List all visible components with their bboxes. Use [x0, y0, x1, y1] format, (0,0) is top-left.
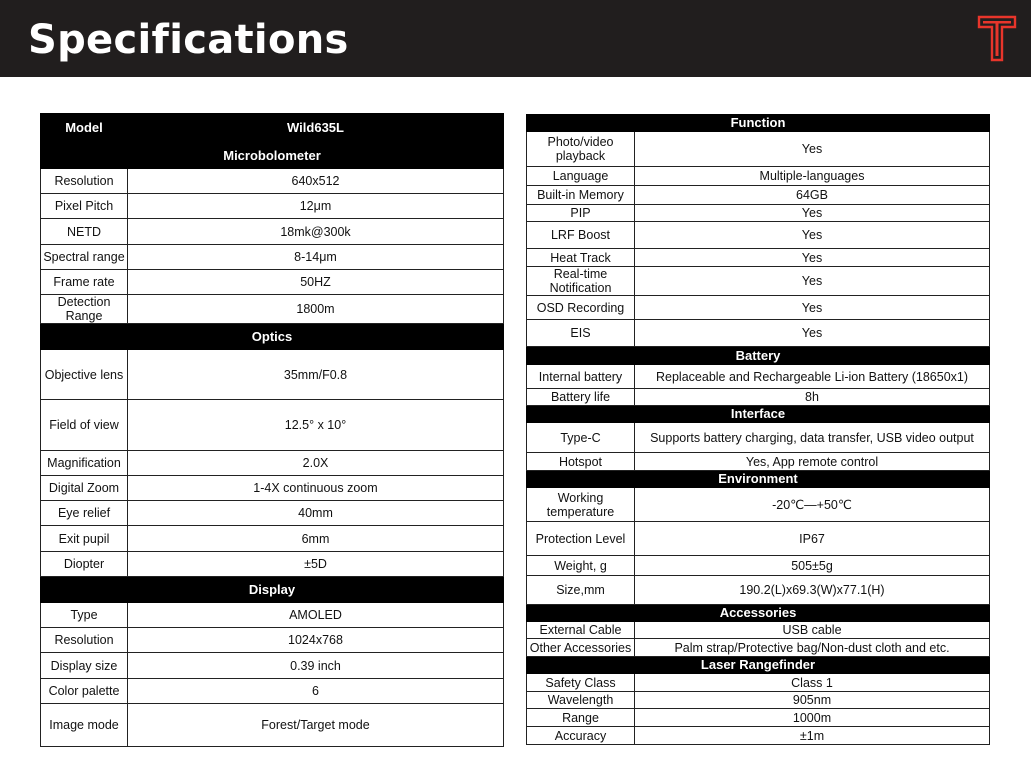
spec-value: Yes: [635, 320, 990, 347]
spec-label: Pixel Pitch: [41, 194, 128, 219]
section-header-display: [41, 577, 504, 603]
spec-label: Photo/video playback: [527, 132, 635, 167]
spec-row-battery-life: [527, 389, 990, 406]
section-label: Function: [527, 115, 990, 132]
spec-row-safety-class: [527, 674, 990, 692]
spec-value: AMOLED: [128, 603, 504, 628]
spec-value: 190.2(L)x69.3(W)x77.1(H): [635, 576, 990, 605]
spec-row-working-temperature: [527, 488, 990, 522]
spec-label: Digital Zoom: [41, 476, 128, 501]
spec-row-lrf-boost: [527, 222, 990, 249]
spec-value: 2.0X: [128, 451, 504, 476]
spec-label: Hotspot: [527, 453, 635, 471]
spec-label: Weight, g: [527, 556, 635, 576]
spec-row-display-size: [41, 653, 504, 679]
spec-label: Internal battery: [527, 365, 635, 389]
spec-row-real-time-notification: [527, 267, 990, 296]
section-label: Environment: [527, 471, 990, 488]
section-label: Accessories: [527, 605, 990, 622]
spec-label: Frame rate: [41, 270, 128, 295]
right-spec-table: [526, 114, 990, 745]
spec-label: Safety Class: [527, 674, 635, 692]
section-label: Interface: [527, 406, 990, 423]
spec-row-type: [41, 603, 504, 628]
spec-row-magnification: [41, 451, 504, 476]
section-header-battery: [527, 347, 990, 365]
spec-value: Class 1: [635, 674, 990, 692]
spec-value: IP67: [635, 522, 990, 556]
section-label: Display: [41, 577, 504, 603]
spec-value: ±1m: [635, 727, 990, 745]
spec-row-range: [527, 709, 990, 727]
spec-row-image-mode: [41, 704, 504, 747]
spec-row-detection-range: [41, 295, 504, 324]
spec-value: 6: [128, 679, 504, 704]
left-spec-table: [40, 113, 504, 747]
spec-value: Yes: [635, 132, 990, 167]
spec-value: Yes: [635, 249, 990, 267]
page-title: Specifications: [28, 17, 349, 63]
spec-value: Forest/Target mode: [128, 704, 504, 747]
spec-value: 12μm: [128, 194, 504, 219]
spec-value: Yes: [635, 296, 990, 320]
spec-value: 6mm: [128, 526, 504, 552]
section-label: Battery: [527, 347, 990, 365]
spec-row-resolution: [41, 628, 504, 653]
spec-value: 1024x768: [128, 628, 504, 653]
spec-label: Other Accessories: [527, 639, 635, 657]
section-value: Wild635L: [128, 114, 504, 143]
spec-label: Field of view: [41, 400, 128, 451]
spec-row-eis: [527, 320, 990, 347]
spec-value: -20℃—+50℃: [635, 488, 990, 522]
spec-value: 64GB: [635, 186, 990, 205]
spec-label: Range: [527, 709, 635, 727]
spec-label: Image mode: [41, 704, 128, 747]
spec-row-frame-rate: [41, 270, 504, 295]
spec-label: Diopter: [41, 552, 128, 577]
spec-label: Resolution: [41, 628, 128, 653]
spec-value: Replaceable and Rechargeable Li-ion Battery (18650x1): [635, 365, 990, 389]
brand-logo: [977, 14, 1017, 62]
spec-value: Yes: [635, 222, 990, 249]
spec-value: Supports battery charging, data transfer, USB video output: [635, 423, 990, 453]
spec-label: Color palette: [41, 679, 128, 704]
spec-row-digital-zoom: [41, 476, 504, 501]
section-header-microbolometer: [41, 143, 504, 169]
section-label: Laser Rangefinder: [527, 657, 990, 674]
spec-value: Multiple-languages: [635, 167, 990, 186]
spec-label: NETD: [41, 219, 128, 245]
spec-label: EIS: [527, 320, 635, 347]
section-header-accessories: [527, 605, 990, 622]
spec-row-built-in-memory: [527, 186, 990, 205]
spec-row-resolution: [41, 169, 504, 194]
spec-row-pip: [527, 205, 990, 222]
spec-value: 18mk@300k: [128, 219, 504, 245]
spec-label: Protection Level: [527, 522, 635, 556]
spec-row-type-c: [527, 423, 990, 453]
spec-row-internal-battery: [527, 365, 990, 389]
section-header-function: [527, 115, 990, 132]
spec-row-pixel-pitch: [41, 194, 504, 219]
spec-row-weight-g: [527, 556, 990, 576]
spec-value: 35mm/F0.8: [128, 350, 504, 400]
spec-value: Palm strap/Protective bag/Non-dust cloth and etc.: [635, 639, 990, 657]
spec-value: 8-14μm: [128, 245, 504, 270]
section-header-optics: [41, 324, 504, 350]
spec-label: Built-in Memory: [527, 186, 635, 205]
spec-value: USB cable: [635, 622, 990, 639]
spec-row-diopter: [41, 552, 504, 577]
spec-label: Heat Track: [527, 249, 635, 267]
spec-label: Working temperature: [527, 488, 635, 522]
spec-value: 505±5g: [635, 556, 990, 576]
spec-value: 12.5° x 10°: [128, 400, 504, 451]
spec-label: External Cable: [527, 622, 635, 639]
section-label: Microbolometer: [41, 143, 504, 169]
spec-row-other-accessories: [527, 639, 990, 657]
spec-label: Resolution: [41, 169, 128, 194]
spec-label: Exit pupil: [41, 526, 128, 552]
spec-row-protection-level: [527, 522, 990, 556]
spec-row-exit-pupil: [41, 526, 504, 552]
spec-label: Language: [527, 167, 635, 186]
spec-value: ±5D: [128, 552, 504, 577]
section-header-model: [41, 114, 504, 143]
spec-value: 1000m: [635, 709, 990, 727]
spec-label: Real-time Notification: [527, 267, 635, 296]
spec-row-heat-track: [527, 249, 990, 267]
spec-label: Battery life: [527, 389, 635, 406]
spec-row-field-of-view: [41, 400, 504, 451]
spec-row-accuracy: [527, 727, 990, 745]
spec-row-external-cable: [527, 622, 990, 639]
spec-row-size-mm: [527, 576, 990, 605]
spec-label: Type: [41, 603, 128, 628]
spec-label: Detection Range: [41, 295, 128, 324]
spec-row-color-palette: [41, 679, 504, 704]
spec-row-language: [527, 167, 990, 186]
spec-value: Yes, App remote control: [635, 453, 990, 471]
section-label: Optics: [41, 324, 504, 350]
spec-label: Accuracy: [527, 727, 635, 745]
spec-value: 50HZ: [128, 270, 504, 295]
spec-label: Eye relief: [41, 501, 128, 526]
spec-label: OSD Recording: [527, 296, 635, 320]
section-header-environment: [527, 471, 990, 488]
spec-label: Objective lens: [41, 350, 128, 400]
spec-row-spectral-range: [41, 245, 504, 270]
section-header-interface: [527, 406, 990, 423]
spec-value: 1-4X continuous zoom: [128, 476, 504, 501]
spec-row-wavelength: [527, 692, 990, 709]
spec-label: Display size: [41, 653, 128, 679]
spec-row-hotspot: [527, 453, 990, 471]
spec-value: 905nm: [635, 692, 990, 709]
spec-label: Type-C: [527, 423, 635, 453]
spec-row-objective-lens: [41, 350, 504, 400]
section-label: Model: [41, 114, 128, 143]
section-header-laser-rangefinder: [527, 657, 990, 674]
spec-value: 0.39 inch: [128, 653, 504, 679]
spec-label: Size,mm: [527, 576, 635, 605]
spec-value: Yes: [635, 267, 990, 296]
spec-label: LRF Boost: [527, 222, 635, 249]
spec-label: Wavelength: [527, 692, 635, 709]
spec-row-eye-relief: [41, 501, 504, 526]
spec-value: 8h: [635, 389, 990, 406]
spec-label: Magnification: [41, 451, 128, 476]
spec-value: 40mm: [128, 501, 504, 526]
spec-row-netd: [41, 219, 504, 245]
spec-label: PIP: [527, 205, 635, 222]
spec-row-photo-video-playback: [527, 132, 990, 167]
spec-value: Yes: [635, 205, 990, 222]
spec-row-osd-recording: [527, 296, 990, 320]
page-header: [0, 0, 1031, 77]
spec-label: Spectral range: [41, 245, 128, 270]
spec-value: 1800m: [128, 295, 504, 324]
spec-value: 640x512: [128, 169, 504, 194]
